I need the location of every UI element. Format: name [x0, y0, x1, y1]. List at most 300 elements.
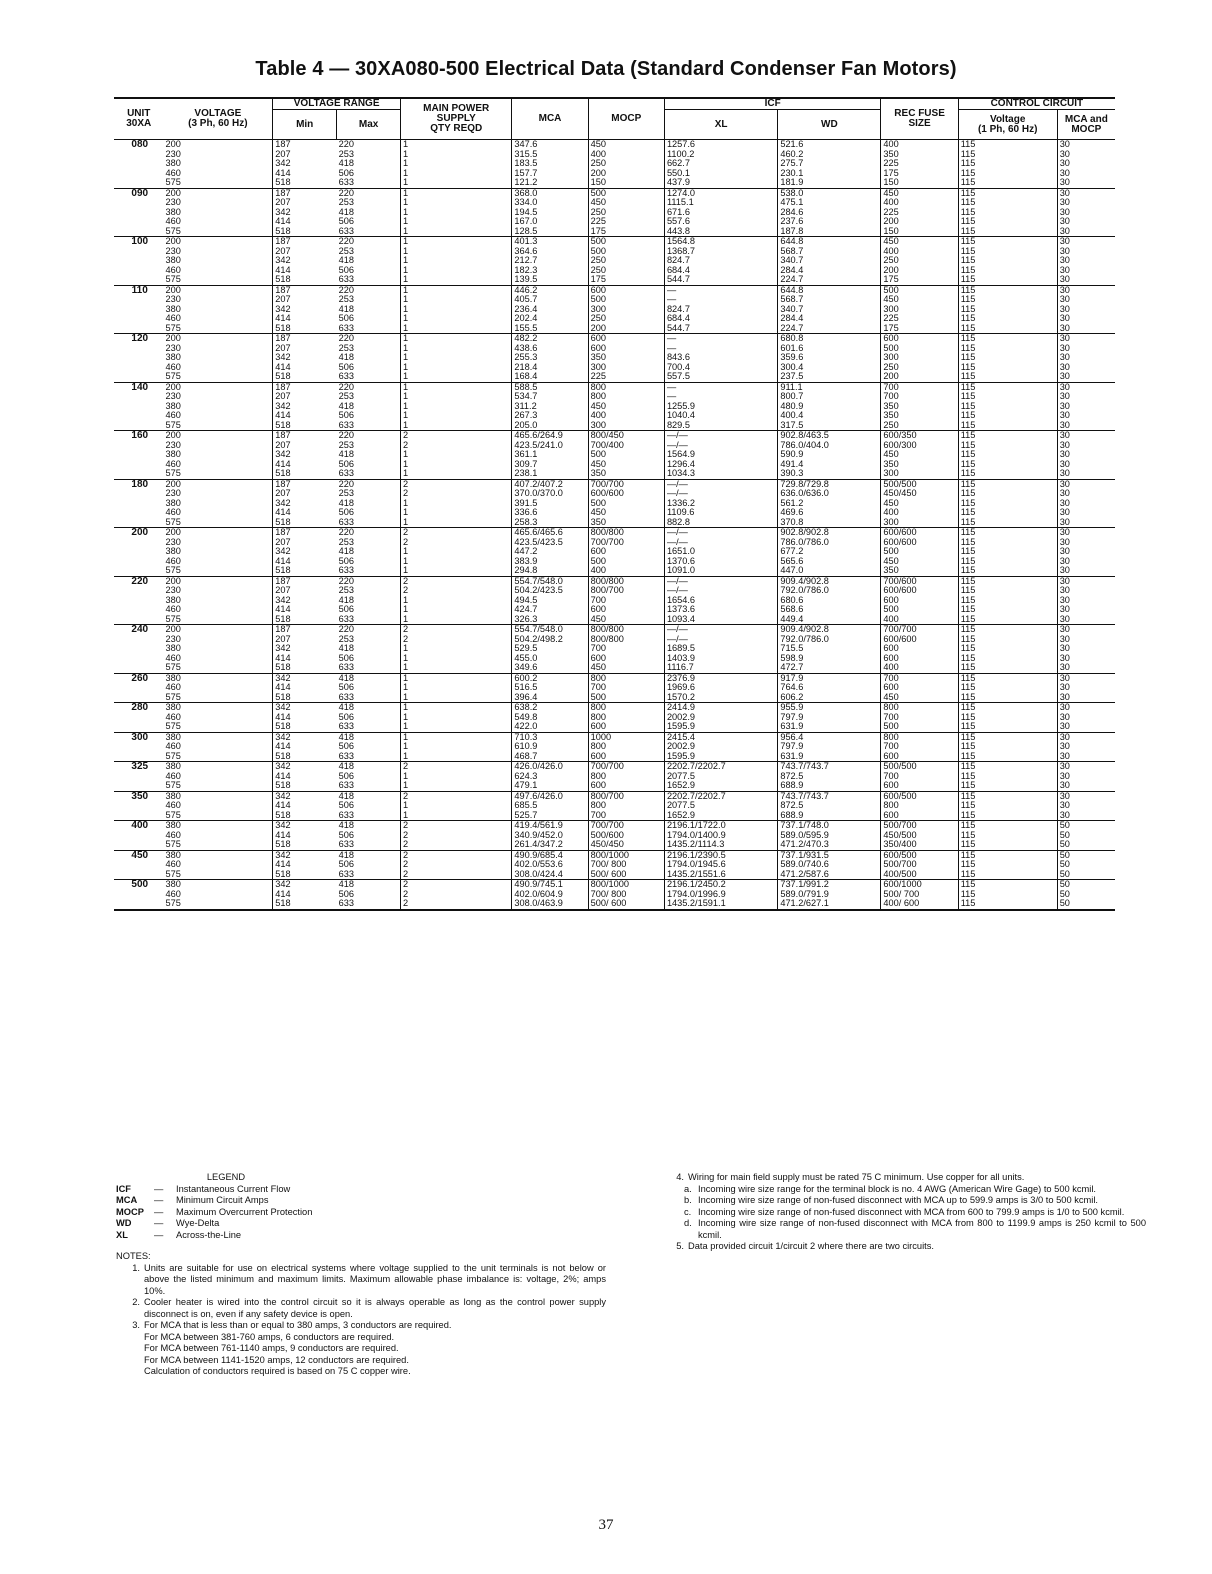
unit-group-450 — [114, 850, 1115, 880]
xl-cell: 2196.1/2450.2 1794.0/1996.9 1435.2/1591.1 — [664, 880, 777, 910]
mocp-cell: 800/800 800/700 700 600 450 — [588, 576, 664, 625]
voltage-cell: 380 460 575 — [163, 821, 272, 851]
legend-text: Wye-Delta — [176, 1218, 220, 1228]
qty-cell: 1 1 1 1 1 — [401, 285, 512, 334]
unit-cell: 280 — [131, 702, 149, 713]
fuse-cell: 600 500 300 250 200 — [881, 334, 958, 383]
unit-group-080 — [114, 140, 1115, 189]
qty-cell: 2 2 1 1 1 — [401, 431, 512, 480]
note-number: 2. — [132, 1297, 140, 1307]
note-letter: d. — [684, 1218, 692, 1228]
mca-cell: 426.0/426.0 624.3 479.1 — [512, 762, 588, 792]
note-letter: a. — [684, 1183, 692, 1194]
fuse-cell: 450 400 250 200 175 — [881, 237, 958, 286]
cc-voltage-cell: 115 115 115 115 115 — [958, 334, 1057, 383]
unit-group-400 — [114, 821, 1115, 851]
fuse-cell: 500/500 700 600 — [881, 762, 958, 792]
xl-cell: 2415.4 2002.9 1595.9 — [664, 732, 777, 762]
unit-cell: 500 — [131, 879, 149, 890]
voltage-cell: 200 230 380 460 575 — [163, 285, 272, 334]
legend-heading: LEGEND — [206, 1172, 246, 1182]
header-min: Min — [273, 110, 337, 140]
mocp-cell: 800 800 450 400 300 — [588, 382, 664, 431]
unit-cell: 120 — [131, 333, 149, 344]
unit-group-220 — [114, 576, 1115, 625]
header-cc-mca-mocp: MCA and MOCP — [1064, 113, 1108, 135]
cc-mca-mocp-cell: 30 30 30 — [1059, 702, 1070, 731]
note-1 — [116, 1263, 606, 1298]
fuse-cell: 600/500 500/700 400/500 — [881, 850, 958, 880]
cc-mca-mocp-cell: 30 30 30 30 30 — [1059, 381, 1070, 430]
voltage-cell: 200 230 380 460 575 — [163, 528, 272, 577]
qty-cell: 2 1 1 — [401, 791, 512, 821]
legend-item — [116, 1184, 606, 1196]
mca-cell: 554.7/548.0 504.2/498.2 529.5 455.0 349.6 — [512, 625, 588, 674]
mocp-cell: 800/1000 700/ 800 500/ 600 — [588, 850, 664, 880]
header-mca: MCA — [512, 98, 588, 140]
xl-cell: 2414.9 2002.9 1595.9 — [664, 703, 777, 733]
qty-cell: 2 2 1 1 1 — [401, 625, 512, 674]
table-row — [114, 762, 1115, 792]
wd-cell: 737.1/931.5 589.0/740.6 471.2/587.6 — [778, 850, 881, 880]
legend-dash: — — [154, 1229, 164, 1240]
legend-item — [116, 1195, 606, 1207]
xl-cell: 2202.7/2202.7 2077.5 1652.9 — [664, 762, 777, 792]
legend-dash: — — [154, 1218, 164, 1228]
mca-cell: 482.2 438.6 255.3 218.4 168.4 — [512, 334, 588, 383]
note-3-line: Calculation of conductors required is based on 75 C copper wire. — [144, 1366, 411, 1376]
min-cell: 342 414 518 — [275, 672, 291, 702]
note-3 — [116, 1320, 606, 1378]
mocp-cell: 800/1000 700/ 800 500/ 600 — [588, 880, 664, 910]
wd-cell: 743.7/743.7 872.5 688.9 — [778, 791, 881, 821]
legend-item — [116, 1230, 606, 1242]
cc-voltage-cell: 115 115 115 115 115 — [958, 188, 1057, 237]
mca-cell: 368.0 334.0 194.5 167.0 128.5 — [512, 188, 588, 237]
fuse-cell: 500/700 450/500 350/400 — [881, 821, 958, 851]
mocp-cell: 800/800 800/800 700 600 450 — [588, 625, 664, 674]
fuse-cell: 400 350 225 175 150 — [881, 140, 958, 189]
wd-cell: 521.6 460.2 275.7 230.1 181.9 — [778, 140, 881, 189]
mca-cell: 490.9/745.1 402.0/604.9 308.0/463.9 — [512, 880, 588, 910]
table-row — [114, 821, 1115, 851]
voltage-cell: 200 230 380 460 575 — [163, 140, 272, 189]
unit-cell: 400 — [131, 820, 149, 831]
cc-mca-mocp-cell: 30 30 30 30 30 — [1059, 527, 1070, 575]
fuse-cell: 700/600 600/600 600 500 400 — [881, 576, 958, 625]
max-cell: 418 506 633 — [337, 762, 401, 792]
table-title: Table 4 — 30XA080-500 Electrical Data (Standard Condenser Fan Motors) — [255, 58, 957, 80]
mocp-cell: 800 800 600 — [588, 703, 664, 733]
xl-cell: —/— —/— 1654.6 1373.6 1093.4 — [664, 576, 777, 625]
wd-cell: 911.1 800.7 480.9 400.4 317.5 — [778, 382, 881, 431]
unit-group-200 — [114, 528, 1115, 577]
unit-group-120 — [114, 334, 1115, 383]
qty-cell: 1 1 1 — [401, 732, 512, 762]
table-row — [114, 479, 1115, 528]
legend-item — [116, 1207, 606, 1219]
unit-group-280 — [114, 703, 1115, 733]
qty-cell: 2 2 1 1 1 — [401, 479, 512, 528]
wd-cell: 644.8 568.7 340.7 284.4 224.7 — [778, 237, 881, 286]
unit-cell: 100 — [131, 236, 149, 247]
cc-mca-mocp-cell: 30 30 30 30 30 — [1059, 284, 1070, 333]
voltage-cell: 380 460 575 — [163, 673, 272, 703]
max-cell: 220 253 418 506 633 — [337, 188, 401, 237]
xl-cell: — — 824.7 684.4 544.7 — [664, 285, 777, 334]
mca-cell: 446.2 405.7 236.4 202.4 155.5 — [512, 285, 588, 334]
wd-cell: 743.7/743.7 872.5 688.9 — [778, 762, 881, 792]
xl-cell: 2196.1/1722.0 1794.0/1400.9 1435.2/1114.3 — [664, 821, 777, 851]
unit-cell: 140 — [131, 381, 149, 393]
mocp-cell: 800/700 800 700 — [588, 791, 664, 821]
wd-cell: 955.9 797.9 631.9 — [778, 703, 881, 733]
table-row — [114, 791, 1115, 821]
cc-mca-mocp-cell: 50 50 50 — [1059, 879, 1070, 908]
cc-mca-mocp-cell: 30 30 30 — [1059, 672, 1070, 702]
min-cell: 187 207 342 414 518 — [275, 381, 291, 430]
voltage-cell: 380 460 575 — [163, 880, 272, 910]
mca-cell: 497.6/426.0 685.5 525.7 — [512, 791, 588, 821]
mocp-cell: 600 600 350 300 225 — [588, 334, 664, 383]
legend-text: Minimum Circuit Amps — [176, 1195, 269, 1205]
max-cell: 418 506 633 — [337, 732, 401, 762]
unit-cell: 160 — [131, 430, 149, 441]
min-cell: 187 207 342 414 518 — [275, 187, 291, 236]
note-3-line: For MCA between 381-760 amps, 6 conductors are required. — [144, 1331, 395, 1342]
qty-cell: 2 2 2 — [401, 880, 512, 910]
qty-cell: 1 1 1 1 1 — [401, 188, 512, 237]
cc-voltage-cell: 115 115 115 — [958, 673, 1057, 703]
mocp-cell: 500 450 250 225 175 — [588, 188, 664, 237]
unit-cell: 200 — [131, 527, 149, 538]
page-number: 37 — [598, 1517, 614, 1533]
cc-voltage-cell: 115 115 115 — [958, 791, 1057, 821]
voltage-cell: 380 460 575 — [163, 762, 272, 792]
table-row — [114, 576, 1115, 625]
wd-cell: 737.1/748.0 589.0/595.9 471.2/470.3 — [778, 821, 881, 851]
mca-cell: 407.2/407.2 370.0/370.0 391.5 336.6 258.3 — [512, 479, 588, 528]
wd-cell: 909.4/902.8 792.0/786.0 680.6 568.6 449.4 — [778, 576, 881, 625]
electrical-data-table-container — [114, 97, 1115, 911]
wd-cell: 680.8 601.6 359.6 300.4 237.5 — [778, 334, 881, 383]
unit-group-090 — [114, 188, 1115, 237]
qty-cell: 2 2 1 1 1 — [401, 576, 512, 625]
note-letter: c. — [684, 1206, 692, 1217]
unit-group-240 — [114, 625, 1115, 674]
min-cell: 187 207 342 414 518 — [275, 284, 291, 333]
legend-abbr: XL — [116, 1229, 128, 1240]
max-cell: 418 506 633 — [337, 791, 401, 821]
voltage-cell: 200 230 380 460 575 — [163, 237, 272, 286]
note-4a — [672, 1184, 1146, 1196]
wd-cell: 902.8/463.5 786.0/404.0 590.9 491.4 390.3 — [778, 431, 881, 480]
note-3-line: For MCA between 761-1140 amps, 9 conductors are required. — [144, 1343, 399, 1353]
unit-group-325 — [114, 762, 1115, 792]
unit-group-160 — [114, 431, 1115, 480]
cc-mca-mocp-cell: 30 30 30 30 30 — [1059, 139, 1070, 187]
cc-mca-mocp-cell: 50 50 50 — [1059, 820, 1070, 849]
xl-cell: 1257.6 1100.2 662.7 550.1 437.9 — [664, 140, 777, 189]
mca-cell: 600.2 516.5 396.4 — [512, 673, 588, 703]
note-number: 5. — [676, 1241, 684, 1251]
voltage-cell: 380 460 575 — [163, 732, 272, 762]
cc-voltage-cell: 115 115 115 115 115 — [958, 140, 1057, 189]
note-4c — [672, 1207, 1146, 1219]
cc-voltage-cell: 115 115 115 115 115 — [958, 285, 1057, 334]
qty-cell: 1 1 1 1 1 — [401, 140, 512, 189]
voltage-cell: 200 230 380 460 575 — [163, 382, 272, 431]
note-5 — [672, 1241, 1146, 1253]
max-cell: 418 506 633 — [337, 821, 401, 851]
xl-cell: 1564.8 1368.7 824.7 684.4 544.7 — [664, 237, 777, 286]
max-cell: 418 506 633 — [337, 673, 401, 703]
table-row — [114, 140, 1115, 189]
note-3-line: For MCA that is less than or equal to 380 amps, 3 conductors are required. — [144, 1320, 452, 1330]
unit-cell: 325 — [131, 761, 149, 772]
xl-cell: 2202.7/2202.7 2077.5 1652.9 — [664, 791, 777, 821]
mocp-cell: 700/700 600/600 500 450 350 — [588, 479, 664, 528]
header-voltage: VOLTAGE (3 Ph, 60 Hz) — [163, 98, 272, 140]
voltage-cell: 380 460 575 — [163, 850, 272, 880]
fuse-cell: 700 600 450 — [881, 673, 958, 703]
unit-group-110 — [114, 285, 1115, 334]
cc-voltage-cell: 115 115 115 — [958, 821, 1057, 851]
cc-voltage-cell: 115 115 115 115 115 — [958, 625, 1057, 674]
min-cell: 187 207 342 414 518 — [275, 430, 291, 478]
voltage-cell: 200 230 380 460 575 — [163, 479, 272, 528]
xl-cell: 2376.9 1969.6 1570.2 — [664, 673, 777, 703]
max-cell: 418 506 633 — [337, 703, 401, 733]
table-row — [114, 625, 1115, 674]
header-main-power: MAIN POWER SUPPLY QTY REQD — [401, 98, 512, 140]
cc-mca-mocp-cell: 30 30 30 30 30 — [1059, 236, 1070, 284]
max-cell: 220 253 418 506 633 — [337, 479, 401, 528]
cc-voltage-cell: 115 115 115 115 115 — [958, 576, 1057, 625]
cc-voltage-cell: 115 115 115 115 115 — [958, 382, 1057, 431]
xl-cell: —/— —/— 1689.5 1403.9 1116.7 — [664, 625, 777, 674]
header-unit: UNIT 30XA — [126, 108, 152, 129]
unit-cell: 080 — [131, 139, 149, 150]
qty-cell: 2 2 2 — [401, 821, 512, 851]
unit-cell: 180 — [131, 478, 149, 490]
qty-cell: 1 1 1 1 1 — [401, 237, 512, 286]
voltage-cell: 200 230 380 460 575 — [163, 576, 272, 625]
unit-group-140 — [114, 382, 1115, 431]
note-text: Incoming wire size range of non-fused disconnect with MCA up to 599.9 amps is 3/0 to 500 kcmil. — [698, 1195, 1098, 1205]
unit-group-350 — [114, 791, 1115, 821]
qty-cell: 1 1 1 — [401, 673, 512, 703]
mocp-cell: 800/800 700/700 600 500 400 — [588, 528, 664, 577]
mca-cell: 347.6 315.5 183.5 157.7 121.2 — [512, 140, 588, 189]
legend-abbr: ICF — [116, 1183, 131, 1194]
table-row — [114, 703, 1115, 733]
mocp-cell: 700/700 500/600 450/450 — [588, 821, 664, 851]
cc-voltage-cell: 115 115 115 115 115 — [958, 528, 1057, 577]
min-cell: 342 414 518 — [275, 879, 291, 908]
fuse-cell: 600/350 600/300 450 350 300 — [881, 431, 958, 480]
note-3-line: For MCA between 1141-1520 amps, 12 conductors are required. — [144, 1354, 409, 1365]
cc-mca-mocp-cell: 30 30 30 — [1059, 761, 1070, 790]
fuse-cell: 700/700 600/600 600 600 400 — [881, 625, 958, 674]
note-2 — [116, 1297, 606, 1320]
unit-group-500 — [114, 880, 1115, 910]
legend-abbr: WD — [116, 1218, 132, 1228]
table-row — [114, 285, 1115, 334]
min-cell: 342 414 518 — [275, 849, 291, 879]
xl-cell: — — 1255.9 1040.4 829.5 — [664, 382, 777, 431]
voltage-cell: 200 230 380 460 575 — [163, 431, 272, 480]
mca-cell: 401.3 364.6 212.7 182.3 139.5 — [512, 237, 588, 286]
mocp-cell: 450 400 250 200 150 — [588, 140, 664, 189]
table-row — [114, 850, 1115, 880]
header-wd: WD — [778, 110, 881, 140]
note-4 — [672, 1172, 1146, 1184]
unit-cell: 450 — [131, 849, 149, 861]
cc-mca-mocp-cell: 30 30 30 30 30 — [1059, 430, 1070, 478]
note-text: Incoming wire size range for the terminal block is no. 4 AWG (American Wire Gage) to 500 kcmil. — [698, 1183, 1097, 1194]
note-text: Wiring for main field supply must be rated 75 C minimum. Use copper for all units. — [688, 1172, 1025, 1182]
note-number: 1. — [132, 1262, 140, 1273]
min-cell: 187 207 342 414 518 — [275, 575, 291, 624]
legend-and-notes — [116, 1172, 606, 1378]
notes-right — [672, 1172, 1146, 1253]
max-cell: 220 253 418 506 633 — [337, 382, 401, 431]
fuse-cell: 800 700 600 — [881, 732, 958, 762]
fuse-cell: 600/500 800 600 — [881, 791, 958, 821]
cc-mca-mocp-cell: 30 30 30 30 30 — [1059, 333, 1070, 381]
mca-cell: 490.9/685.4 402.0/553.6 308.0/424.4 — [512, 850, 588, 880]
unit-cell: 260 — [131, 672, 149, 684]
xl-cell: — — 843.6 700.4 557.5 — [664, 334, 777, 383]
voltage-cell: 380 460 575 — [163, 703, 272, 733]
table-row — [114, 880, 1115, 910]
min-cell: 187 207 342 414 518 — [275, 333, 291, 381]
table-row — [114, 188, 1115, 237]
note-text: Incoming wire size range of non-fused disconnect with MCA from 800 to 1199.9 amps is 250 kcmil to 500 kcmil. — [698, 1218, 1146, 1240]
legend-dash: — — [154, 1183, 164, 1194]
mca-cell: 554.7/548.0 504.2/423.5 494.5 424.7 326.3 — [512, 576, 588, 625]
table-row — [114, 334, 1115, 383]
cc-voltage-cell: 115 115 115 115 115 — [958, 237, 1057, 286]
header-cc-voltage: Voltage (1 Ph, 60 Hz) — [958, 110, 1057, 140]
xl-cell: —/— —/— 1564.9 1296.4 1034.3 — [664, 431, 777, 480]
min-cell: 187 207 342 414 518 — [275, 236, 291, 284]
unit-cell: 090 — [131, 187, 149, 199]
fuse-cell: 600/600 600/600 500 450 350 — [881, 528, 958, 577]
header-icf: ICF — [664, 98, 880, 110]
min-cell: 342 414 518 — [275, 731, 291, 761]
xl-cell: —/— —/— 1651.0 1370.6 1091.0 — [664, 528, 777, 577]
voltage-cell: 380 460 575 — [163, 791, 272, 821]
min-cell: 342 414 518 — [275, 702, 291, 731]
max-cell: 220 253 418 506 633 — [337, 431, 401, 480]
xl-cell: 1274.0 1115.1 671.6 557.6 443.8 — [664, 188, 777, 237]
legend-abbr: MOCP — [116, 1206, 144, 1217]
mca-cell: 419.4/561.9 340.9/452.0 261.4/347.2 — [512, 821, 588, 851]
wd-cell: 644.8 568.7 340.7 284.4 224.7 — [778, 285, 881, 334]
legend-item — [116, 1218, 606, 1230]
max-cell: 220 253 418 506 633 — [337, 285, 401, 334]
cc-mca-mocp-cell: 30 30 30 30 30 — [1059, 478, 1070, 527]
max-cell: 418 506 633 — [337, 880, 401, 910]
wd-cell: 902.8/902.8 786.0/786.0 677.2 565.6 447.0 — [778, 528, 881, 577]
table-header — [114, 98, 1115, 140]
wd-cell: 956.4 797.9 631.9 — [778, 732, 881, 762]
cc-voltage-cell: 115 115 115 — [958, 850, 1057, 880]
legend-text: Maximum Overcurrent Protection — [176, 1206, 313, 1217]
legend-text: Instantaneous Current Flow — [176, 1183, 291, 1194]
mocp-cell: 800 700 500 — [588, 673, 664, 703]
min-cell: 342 414 518 — [275, 790, 291, 820]
wd-cell: 737.1/991.2 589.0/791.9 471.2/627.1 — [778, 880, 881, 910]
unit-group-300 — [114, 732, 1115, 762]
unit-group-260 — [114, 673, 1115, 703]
qty-cell: 2 1 1 — [401, 762, 512, 792]
notes-heading: NOTES: — [116, 1251, 151, 1261]
header-control-circuit: CONTROL CIRCUIT — [958, 98, 1115, 110]
header-mocp: MOCP — [588, 98, 664, 140]
legend-text: Across-the-Line — [176, 1229, 242, 1240]
mca-cell: 638.2 549.8 422.0 — [512, 703, 588, 733]
voltage-cell: 200 230 380 460 575 — [163, 188, 272, 237]
min-cell: 342 414 518 — [275, 761, 291, 790]
cc-mca-mocp-cell: 30 30 30 30 30 — [1059, 187, 1070, 236]
unit-cell: 240 — [131, 624, 149, 635]
qty-cell: 2 2 2 — [401, 850, 512, 880]
electrical-data-table — [114, 97, 1115, 911]
min-cell: 187 207 342 414 518 — [275, 139, 291, 187]
note-text: Data provided circuit 1/circuit 2 where there are two circuits. — [688, 1241, 934, 1251]
header-max: Max — [337, 110, 401, 140]
unit-cell: 110 — [131, 284, 148, 296]
min-cell: 187 207 342 414 518 — [275, 624, 291, 672]
note-number: 3. — [132, 1320, 140, 1330]
note-letter: b. — [684, 1195, 692, 1205]
wd-cell: 917.9 764.6 606.2 — [778, 673, 881, 703]
table-row — [114, 382, 1115, 431]
cc-voltage-cell: 115 115 115 — [958, 762, 1057, 792]
fuse-cell: 600/1000 500/ 700 400/ 600 — [881, 880, 958, 910]
mocp-cell: 600 500 300 250 200 — [588, 285, 664, 334]
mocp-cell: 1000 800 600 — [588, 732, 664, 762]
mocp-cell: 500 500 250 250 175 — [588, 237, 664, 286]
legend-abbr: MCA — [116, 1195, 138, 1205]
voltage-cell: 200 230 380 460 575 — [163, 334, 272, 383]
cc-voltage-cell: 115 115 115 115 115 — [958, 431, 1057, 480]
table-row — [114, 732, 1115, 762]
fuse-cell: 700 700 350 350 250 — [881, 382, 958, 431]
cc-voltage-cell: 115 115 115 — [958, 703, 1057, 733]
mca-cell: 710.3 610.9 468.7 — [512, 732, 588, 762]
min-cell: 342 414 518 — [275, 820, 291, 849]
max-cell: 220 253 418 506 633 — [337, 576, 401, 625]
table-row — [114, 431, 1115, 480]
max-cell: 418 506 633 — [337, 850, 401, 880]
unit-cell: 350 — [131, 790, 149, 802]
header-xl: XL — [664, 110, 777, 140]
fuse-cell: 500 450 300 225 175 — [881, 285, 958, 334]
unit-cell: 220 — [131, 575, 149, 587]
unit-cell: 300 — [131, 731, 149, 743]
qty-cell: 1 1 1 — [401, 703, 512, 733]
mocp-cell: 700/700 800 600 — [588, 762, 664, 792]
fuse-cell: 800 700 500 — [881, 703, 958, 733]
table-row — [114, 237, 1115, 286]
mocp-cell: 800/450 700/400 500 450 350 — [588, 431, 664, 480]
cc-voltage-cell: 115 115 115 — [958, 880, 1057, 910]
qty-cell: 2 2 1 1 1 — [401, 528, 512, 577]
